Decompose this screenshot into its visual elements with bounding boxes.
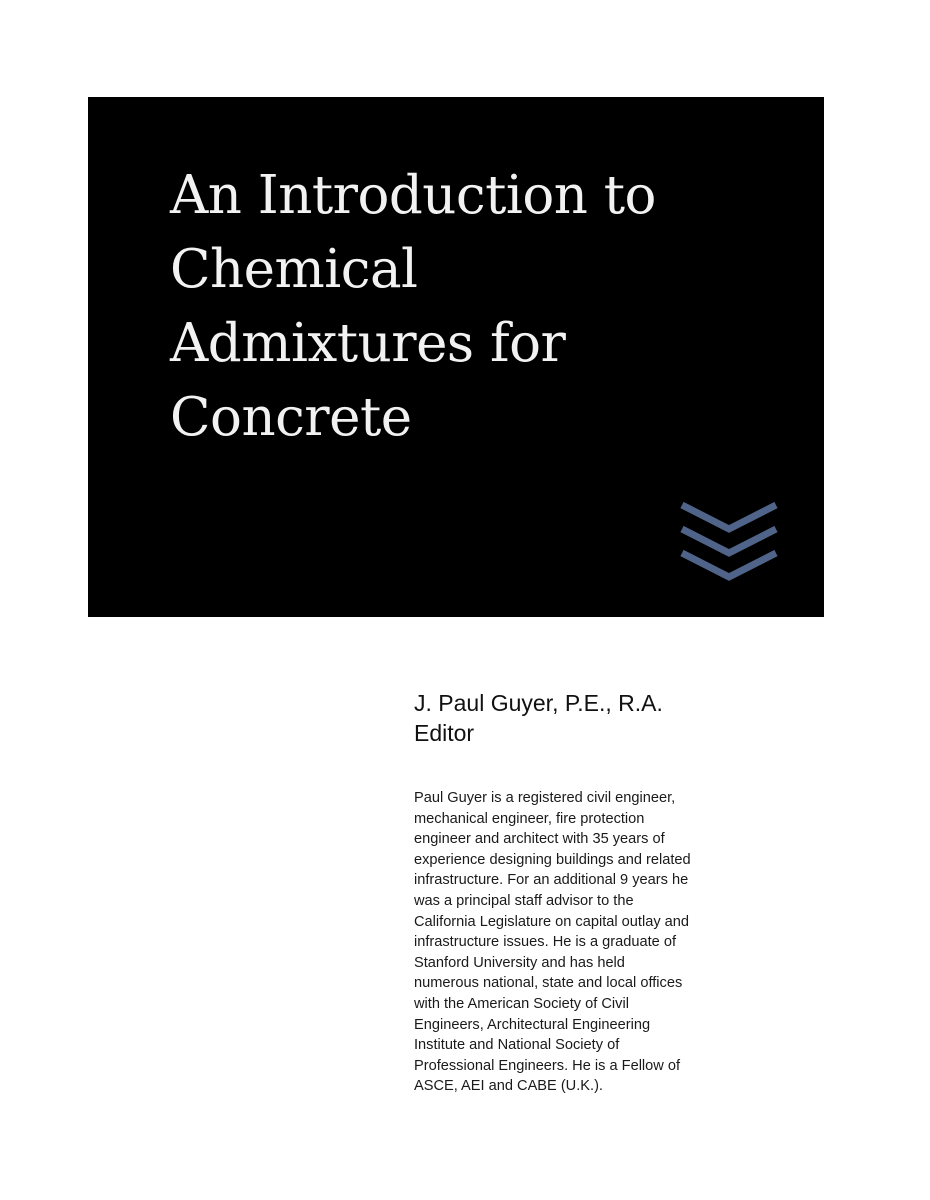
- bio-line: Engineers, Architectural Engineering: [414, 1016, 651, 1033]
- bio-line: Professional Engineers. He is a Fellow of: [414, 1057, 681, 1074]
- bio-line: California Legislature on capital outlay and: [414, 913, 690, 930]
- author-block: [414, 688, 794, 1097]
- author-name: J. Paul Guyer, P.E., R.A.: [414, 690, 663, 716]
- author-bio: [414, 788, 774, 1097]
- title-line: Concrete: [170, 387, 412, 448]
- bio-line: was a principal staff advisor to the: [414, 892, 634, 909]
- bio-line: Stanford University and has held: [414, 954, 625, 971]
- bio-line: infrastructure issues. He is a graduate of: [414, 934, 677, 951]
- bio-line: Paul Guyer is a registered civil engineer,: [414, 790, 676, 806]
- bio-line: Institute and National Society of: [414, 1037, 620, 1054]
- bio-line: infrastructure. For an additional 9 years he: [414, 872, 689, 889]
- bio-line: with the American Society of Civil: [414, 995, 629, 1012]
- bio-line: engineer and architect with 35 years of: [414, 831, 665, 848]
- title-panel: [88, 97, 824, 617]
- title-line: Admixtures for: [170, 313, 566, 374]
- bio-line: ASCE, AEI and CABE (U.K.).: [414, 1078, 603, 1095]
- author-role: Editor: [414, 720, 475, 746]
- triple-chevron-down-icon: [678, 499, 780, 581]
- title-line: An Introduction to: [170, 165, 656, 226]
- bio-line: experience designing buildings and related: [414, 851, 691, 868]
- chevron-1: [682, 505, 776, 529]
- book-title: [170, 159, 790, 455]
- bio-line: numerous national, state and local offices: [414, 975, 683, 992]
- title-line: Chemical: [170, 239, 418, 300]
- bio-line: mechanical engineer, fire protection: [414, 810, 645, 827]
